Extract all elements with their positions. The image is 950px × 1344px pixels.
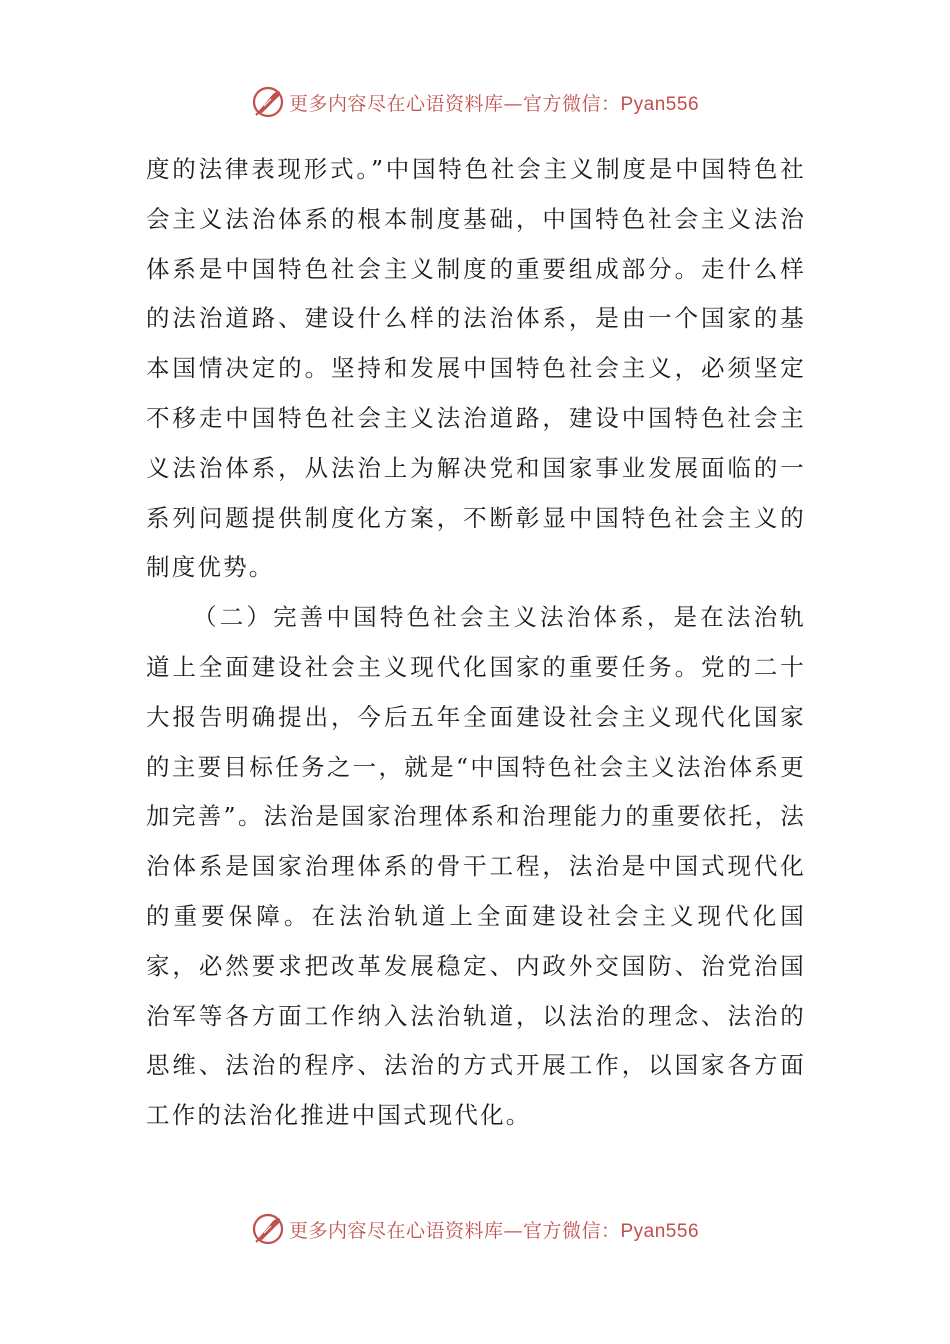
wechat-id: Pyan556 bbox=[620, 1220, 700, 1242]
quill-pen-logo-icon bbox=[251, 85, 285, 119]
document-body bbox=[146, 145, 806, 1141]
paragraph-1: 度的法律表现形式。”中国特色社会主义制度是中国特色社会主义法治体系的根本制度基础，中国特色社会主义法治体系是中国特色社会主义制度的重要组成部分。走什么样的法治道路、建设什么样的法治体系，是由一个国家的基本国情决定的。坚持和发展中国特色社会主义，必须坚定不移走中国特色社会主义法治道路，建设中国特色社会主义法治体系，从法治上为解决党和国家事业发展面临的一系列问题提供制度化方案，不断彰显中国特色社会主义的制度优势。 bbox=[146, 155, 806, 582]
banner-label: 更多内容尽在心语资料库—官方微信： bbox=[288, 1219, 621, 1242]
quill-pen-logo-icon bbox=[251, 1212, 285, 1246]
banner-text bbox=[289, 89, 699, 116]
footer-banner bbox=[0, 1209, 950, 1249]
wechat-id: Pyan556 bbox=[620, 93, 700, 115]
paragraph-2: （二）完善中国特色社会主义法治体系，是在法治轨道上全面建设社会主义现代化国家的重要任务。党的二十大报告明确提出，今后五年全面建设社会主义现代化国家的主要目标任务之一，就是“中国特色社会主义法治体系更加完善”。法治是国家治理体系和治理能力的重要依托，法治体系是国家治理体系的骨干工程，法治是中国式现代化的重要保障。在法治轨道上全面建设社会主义现代化国家，必然要求把改革发展稳定、内政外交国防、治党治国治军等各方面工作纳入法治轨道，以法治的理念、法治的思维、法治的程序、法治的方式开展工作，以国家各方面工作的法治化推进中国式现代化。 bbox=[146, 603, 806, 1130]
banner-label: 更多内容尽在心语资料库—官方微信： bbox=[288, 92, 621, 115]
header-banner bbox=[0, 82, 950, 122]
banner-text bbox=[289, 1216, 699, 1243]
